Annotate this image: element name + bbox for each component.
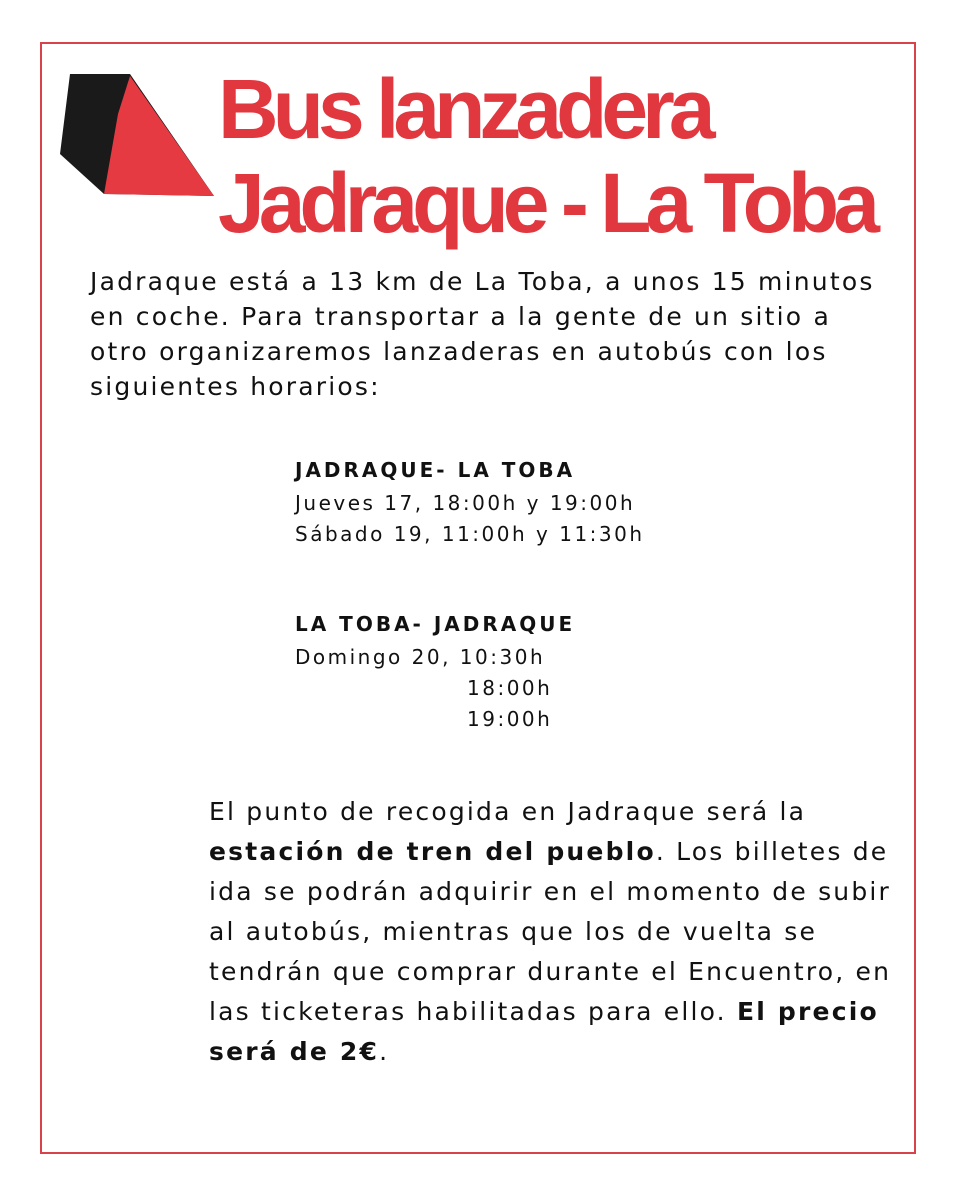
schedule-line: Domingo 20, 10:30h — [295, 645, 546, 669]
schedule-la-toba-jadraque — [295, 610, 855, 735]
schedule-line: Jueves 17, 18:00h y 19:00h — [295, 491, 636, 515]
info-text: El punto de recogida en Jadraque será la — [209, 797, 807, 826]
page-title — [218, 62, 874, 250]
logo-triangle-icon — [56, 72, 218, 204]
schedule-line: 19:00h — [467, 707, 553, 731]
title-line-2: Jadraque - La Toba — [218, 156, 874, 250]
schedule-heading: LA TOBA- JADRAQUE — [295, 612, 576, 636]
schedule-jadraque-la-toba — [295, 456, 855, 550]
info-text: . Los billetes de ida se podrán adquirir en el momento de subir al autobús, mientras que los de vuelta se tendrán que comprar durante el Encuentro, en las ticketeras habilitadas para ello. — [209, 837, 892, 1026]
info-text: . — [379, 1037, 390, 1066]
pickup-location: estación de tren del pueblo — [209, 837, 656, 866]
info-paragraph — [209, 792, 909, 1072]
intro-paragraph: Jadraque está a 13 km de La Toba, a unos 15 minutos en coche. Para transportar a la gente de un sitio a otro organizaremos lanzaderas en autobús con los siguientes horarios: — [90, 267, 875, 401]
schedule-line: Sábado 19, 11:00h y 11:30h — [295, 522, 645, 546]
title-line-1: Bus lanzadera — [218, 62, 710, 156]
ticket-price: El precio será de 2€ — [209, 997, 879, 1066]
schedule-heading: JADRAQUE- LA TOBA — [295, 458, 576, 482]
schedule-line: 18:00h — [467, 676, 553, 700]
